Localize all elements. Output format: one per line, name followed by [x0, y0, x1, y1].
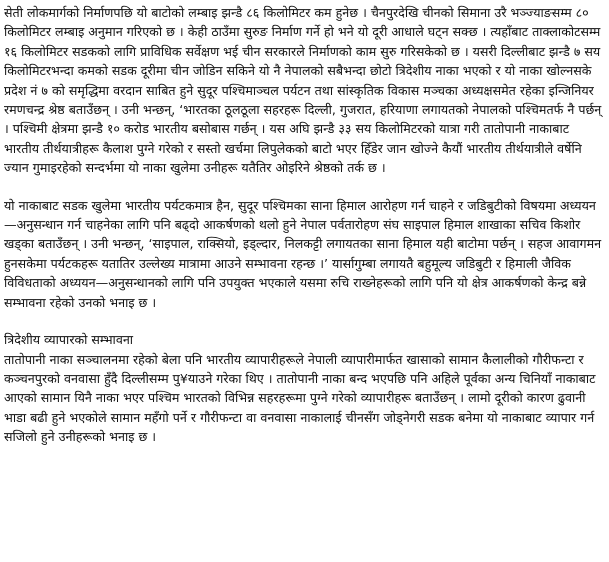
section-heading: त्रिदेशीय व्यापारको सम्भावना — [4, 332, 134, 348]
paragraph-spacer — [4, 312, 603, 330]
article-paragraph-1: सेती लोकमार्गको निर्माणपछि यो बाटोको लम्बाइ झन्डै ८६ किलोमिटर कम हुनेछ । चैनपुरदेखि चीनको सिमाना उरै भञ्ज्याङसम्म ८० किलोमिटर लम्बाइ अनुमान गरिएको छ । केही ठाउँमा सुरुङ निर्माण गर्ने हो भने यो दूरी आधाले घट्न सक्छ । त्यहाँबाट ताक्लाकोटसम्म १६ किलोमिटर सडकको लागि प्राविधिक सर्वेक्षण भई चीन सरकारले निर्माणको काम सुरु गरिसकेको छ । यसरी दिल्लीबाट झन्डै ७ सय किलोमिटरभन्दा कमको सडक दूरीमा चीन जोडिन सकिने यो नै नेपालको सबैभन्दा छोटो त्रिदेशीय नाका भएको र यो नाका खोल्नसके प्रदेश नं ७ को समृद्धिमा वरदान साबित हुने सुदूर पश्चिमाञ्चल पर्यटन तथा सांस्कृतिक विकास मञ्चका अध्यक्षसमेत रहेका इन्जिनियर रमणचन्द्र श्रेष्ठ बताउँछन् । उनी भन्छन्, ‘भारतका ठूलठूला सहरहरू दिल्ली, गुजरात, हरियाणा लगायतको नेपालको पश्चिमतर्फ नै पर्छन् । पश्चिमी क्षेत्रमा झन्डै १० करोड भारतीय बसोबास गर्छन् । यस अघि झन्डै ३३ सय किलोमिटरको यात्रा गरी तातोपानी नाकाबाट भारतीय तीर्थयात्रीहरू कैलाश पुग्ने गरेको र सस्तो खर्चमा लिपुलेकको बाटो भएर हिँडेर जान खोज्ने कैयौं भारतीय तीर्थयात्रीले वर्षेनि ज्यान गुमाइरहेको सन्दर्भमा यो नाका खुलेमा उनीहरू यतैतिर ओइरिने श्रेष्ठको तर्क छ । — [4, 5, 602, 176]
article-paragraph-3: तातोपानी नाका सञ्चालनमा रहेको बेला पनि भारतीय व्यापारीहरूले नेपाली व्यापारीमार्फत खासाको सामान कैलालीको गौरीफन्टा र कञ्चनपुरको वनवासा हुँदै दिल्लीसम्म पु¥याउने गरेका थिए । तातोपानी नाका बन्द भएपछि पनि अहिले पूर्वका अन्य चिनियाँ नाकाबाट आएको सामान यिनै नाका भएर पश्चिम भारतको विभिन्न सहरहरूमा पुग्ने गरेको व्यापारीहरू बताउँछन् । लामो दूरीको कारण ढुवानी भाडा बढी हुने भएकोले सामान महँगो पर्ने र गौरीफन्टा वा वनवासा नाकालाई चीनसँग जोड्नेगरी सडक बनेमा यो नाकाबाट व्यापार गर्न सजिलो हुने उनीहरूको भनाइ छ । — [4, 351, 596, 445]
paragraph-spacer — [4, 178, 603, 196]
article-paragraph-2: यो नाकाबाट सडक खुलेमा भारतीय पर्यटकमात्र हैन, सुदूर पश्चिमका साना हिमाल आरोहण गर्न चाहने र जडिबुटीको विषयमा अध्ययन—अनुसन्धान गर्न चाहनेका लागि पनि बढ्दो आकर्षणको थलो हुने नेपाल पर्वतारोहण संघ साइपाल हिमाल शाखाका सचिव किशोर खड्का बताउँछन् । उनी भन्छन्, ‘साइपाल, राक्सियो, इड्ल्दार, निलकट्टी लगायतका साना हिमाल यही बाटोमा पर्छन् । सहज आवागमन हुनसकेमा पर्यटकहरू यतातिर उल्लेख्य मात्रामा आउने सम्भावना रहन्छ ।’ यार्सागुम्बा लगायतै बहुमूल्य जडिबुटी र हिमाली जैविक विविधताको अध्ययन—अनुसन्धानको लागि पनि उपयुक्त भएकाले यसमा रुचि राख्नेहरूको लागि पनि यो क्षेत्र आकर्षणको केन्द्र बन्ने सम्भावना रहेको उनको भनाइ छ । — [4, 197, 602, 310]
